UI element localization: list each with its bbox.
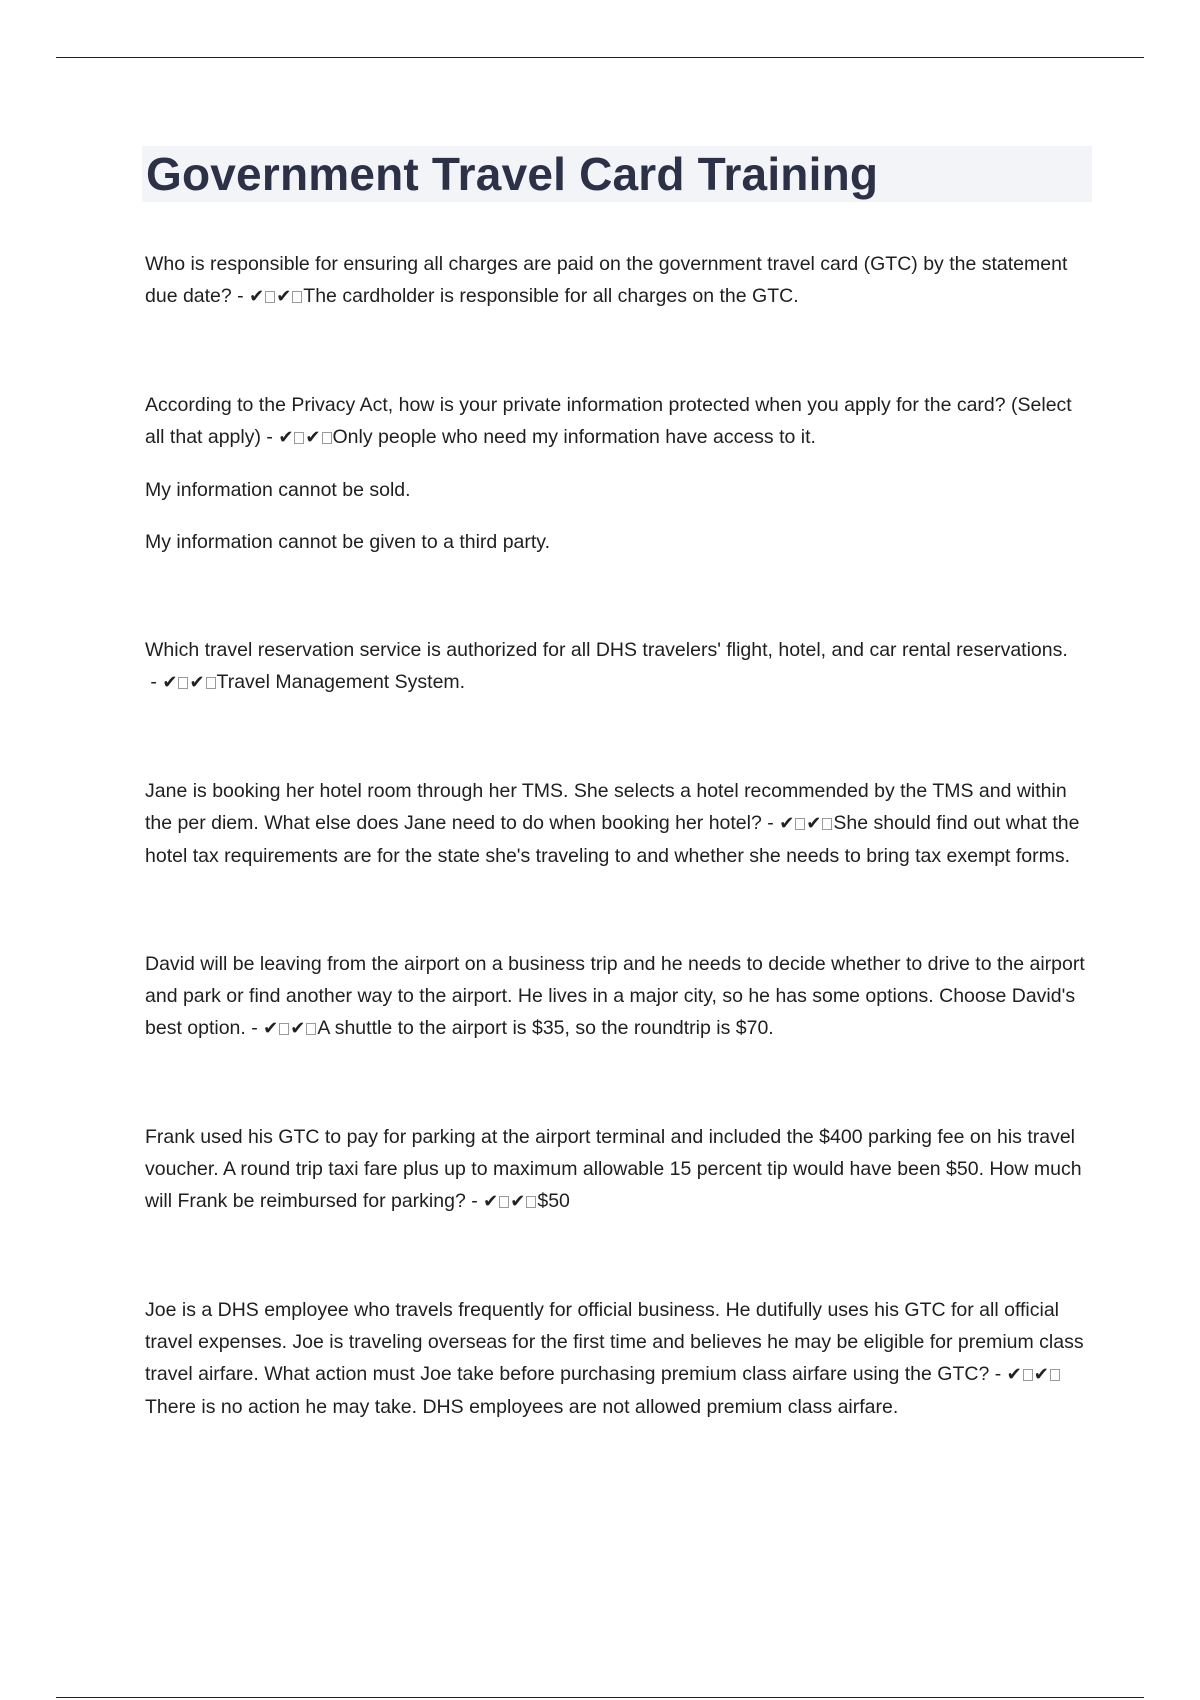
missing-glyph-box-icon (306, 1023, 316, 1035)
qa-question-line (145, 948, 1095, 1045)
separator: - (989, 1363, 1007, 1385)
qa-item (145, 248, 1095, 313)
qa-question-line (145, 775, 1095, 872)
separator: - (245, 1017, 264, 1039)
question-text: Which travel reservation service is authorized for all DHS travelers' flight, hotel, and car rental reservations. (145, 639, 1068, 661)
separator: - (260, 426, 279, 448)
answer-text: $50 (537, 1190, 570, 1212)
page-title: Government Travel Card Training (146, 148, 879, 200)
answer-text: She should find out what the hotel tax requirements are for the state she's traveling to and whether she needs to bring tax exempt forms. (145, 812, 1080, 867)
missing-glyph-box-icon (206, 677, 216, 689)
checkmark-icon: ✔ (305, 427, 321, 448)
missing-glyph-box-icon (499, 1196, 509, 1208)
checkmark-icon: ✔ (1006, 1364, 1022, 1385)
checkmark-icon: ✔ (162, 672, 178, 693)
title-band (142, 146, 1092, 202)
checkmark-icon: ✔ (779, 813, 795, 834)
missing-glyph-box-icon (178, 677, 188, 689)
checkmark-icon: ✔ (483, 1191, 499, 1212)
answer-text: The cardholder is responsible for all charges on the GTC. (303, 285, 799, 307)
missing-glyph-box-icon (1023, 1369, 1033, 1381)
checkmark-icon: ✔ (278, 427, 294, 448)
checkmark-icon: ✔ (249, 286, 265, 307)
missing-glyph-box-icon (795, 818, 805, 830)
checkmark-icon: ✔ (276, 286, 292, 307)
answer-extra-line: My information cannot be given to a third party. (145, 531, 551, 553)
question-text: According to the Privacy Act, how is your private information protected when you apply for the card? (Select all that apply) (145, 394, 1072, 448)
qa-item (145, 389, 1095, 558)
question-text: Frank used his GTC to pay for parking at the airport terminal and included the $400 parking fee on his travel voucher. A round trip taxi fare plus up to maximum allowable 15 percent tip would have been $50. How much will Frank be reimbursed for parking? (145, 1126, 1082, 1212)
bottom-rule (56, 1697, 1144, 1698)
question-text: Jane is booking her hotel room through her TMS. She selects a hotel recommended by the TMS and within the per diem. What else does Jane need to do when booking her hotel? (145, 780, 1067, 834)
top-rule (56, 57, 1144, 58)
checkmark-icon: ✔ (263, 1018, 279, 1039)
missing-glyph-box-icon (294, 432, 304, 444)
qa-item (145, 634, 1095, 699)
answer-text: Travel Management System. (216, 671, 466, 693)
missing-glyph-box-icon (292, 291, 302, 303)
missing-glyph-box-icon (322, 432, 332, 444)
separator: - (231, 285, 250, 307)
separator: - (145, 671, 163, 693)
checkmark-icon: ✔ (510, 1191, 526, 1212)
checkmark-icon: ✔ (806, 813, 822, 834)
missing-glyph-box-icon (279, 1023, 289, 1035)
qa-item (145, 775, 1095, 872)
separator: - (761, 812, 780, 834)
qa-question-line (145, 248, 1095, 313)
qa-question-line (145, 1121, 1095, 1218)
qa-item (145, 1294, 1095, 1423)
qa-question-line (145, 389, 1095, 454)
answer-text: A shuttle to the airport is $35, so the roundtrip is $70. (317, 1017, 774, 1039)
checkmark-icon: ✔ (290, 1018, 306, 1039)
question-text: Joe is a DHS employee who travels frequently for official business. He dutifully uses his GTC for all official travel expenses. Joe is traveling overseas for the first time and believes he may be eligible for premium class travel airfare. What action must Joe take before purchasing premium class airfare using the GTC? (145, 1299, 1084, 1385)
answer-text: There is no action he may take. DHS employees are not allowed premium class airfare. (145, 1396, 899, 1418)
checkmark-icon: ✔ (189, 672, 205, 693)
missing-glyph-box-icon (822, 818, 832, 830)
missing-glyph-box-icon (526, 1196, 536, 1208)
answer-extra-line: My information cannot be sold. (145, 479, 411, 501)
question-text: Who is responsible for ensuring all charges are paid on the government travel card (GTC) by the statement due date? (145, 253, 1068, 307)
separator: - (465, 1190, 484, 1212)
answer-text: Only people who need my information have access to it. (332, 426, 816, 448)
qa-list (145, 248, 1095, 1499)
missing-glyph-box-icon (1050, 1369, 1060, 1381)
qa-question-line (145, 1294, 1095, 1423)
missing-glyph-box-icon (265, 291, 275, 303)
qa-item (145, 1121, 1095, 1218)
question-text: David will be leaving from the airport on a business trip and he needs to decide whether to drive to the airport and park or find another way to the airport. He lives in a major city, so he has some options. Choose David's best option. (145, 953, 1085, 1039)
qa-item (145, 948, 1095, 1045)
checkmark-icon: ✔ (1033, 1364, 1049, 1385)
qa-question-line (145, 634, 1095, 699)
